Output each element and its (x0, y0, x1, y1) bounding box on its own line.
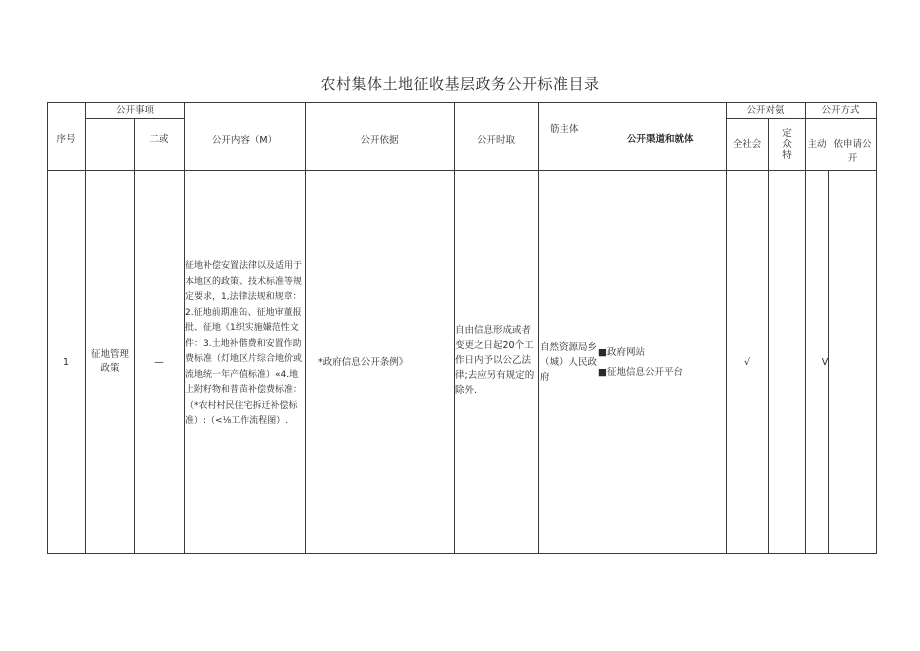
page-title: 农村集体土地征收基层政务公开标准目录 (320, 75, 600, 93)
col-divider (538, 102, 539, 554)
header-mode: 公开方式 (821, 105, 860, 116)
header-target: 公开对氨 (746, 105, 785, 116)
row-channel-1: ■政府网站 (598, 347, 645, 358)
row-mode-active: V (821, 357, 829, 368)
table-border-right (876, 102, 877, 554)
col-divider (726, 102, 727, 554)
header-mode-request: 依申请公开 (833, 139, 872, 164)
row-basis: *政府信息公开条例》 (318, 357, 409, 368)
header-channel: 公开渠道和就体 (627, 134, 694, 145)
header-matter: 公开事项 (115, 105, 154, 116)
header-content: 公开内容（M） (211, 135, 278, 146)
header-subline-target (726, 118, 876, 119)
header-basis: 公开依据 (360, 135, 399, 146)
table-border-top (47, 102, 876, 103)
col-divider (134, 118, 135, 554)
col-divider (805, 102, 806, 554)
header-subject: 筋主体 (550, 124, 579, 135)
header-mode-active: 主动 (807, 139, 827, 150)
header-matter-sub: 二或 (149, 134, 169, 145)
header-subline-matter (85, 118, 185, 119)
header-bottom-line (47, 170, 876, 171)
header-seq: 序号 (56, 134, 76, 145)
header-target-specific: 定众特 (782, 128, 792, 161)
table-border-bottom (47, 553, 876, 554)
col-divider (768, 118, 769, 554)
row-channel-2: ■征地信息公开平台 (598, 367, 683, 378)
header-time: 公开时取 (476, 135, 515, 146)
table-border-left (47, 102, 48, 554)
row-seq: 1 (62, 357, 70, 368)
col-divider (85, 102, 86, 554)
row-matter-sub: — (154, 357, 164, 368)
row-matter: 征地管理政策 (90, 349, 129, 374)
col-divider (305, 102, 306, 554)
row-subject: 自然资源局乡（城）人民政府 (540, 342, 598, 383)
row-content: 征地补偿安置法律以及适用于本地区的政策、技术标准等规定要求，1,法律法规和规章：2.征地前期准缶、征地审董报批、征地《1织实施嫌范性文件：3.土地补偕费和安置作助费标准（灯地区片综合地价或流地统一年产值标准）«4.地上附籽物和普苗补偿费标准：（*农村村民住宅拆迁补偿标准）:（<⅛工作流程图）. (185, 261, 303, 426)
header-target-all: 全社会 (732, 139, 762, 150)
row-time: 自由信息形成或者变更之日起20个工作日内予以公乙法律;去应另有规定的除外. (455, 325, 535, 396)
row-target-all: √ (743, 357, 751, 368)
